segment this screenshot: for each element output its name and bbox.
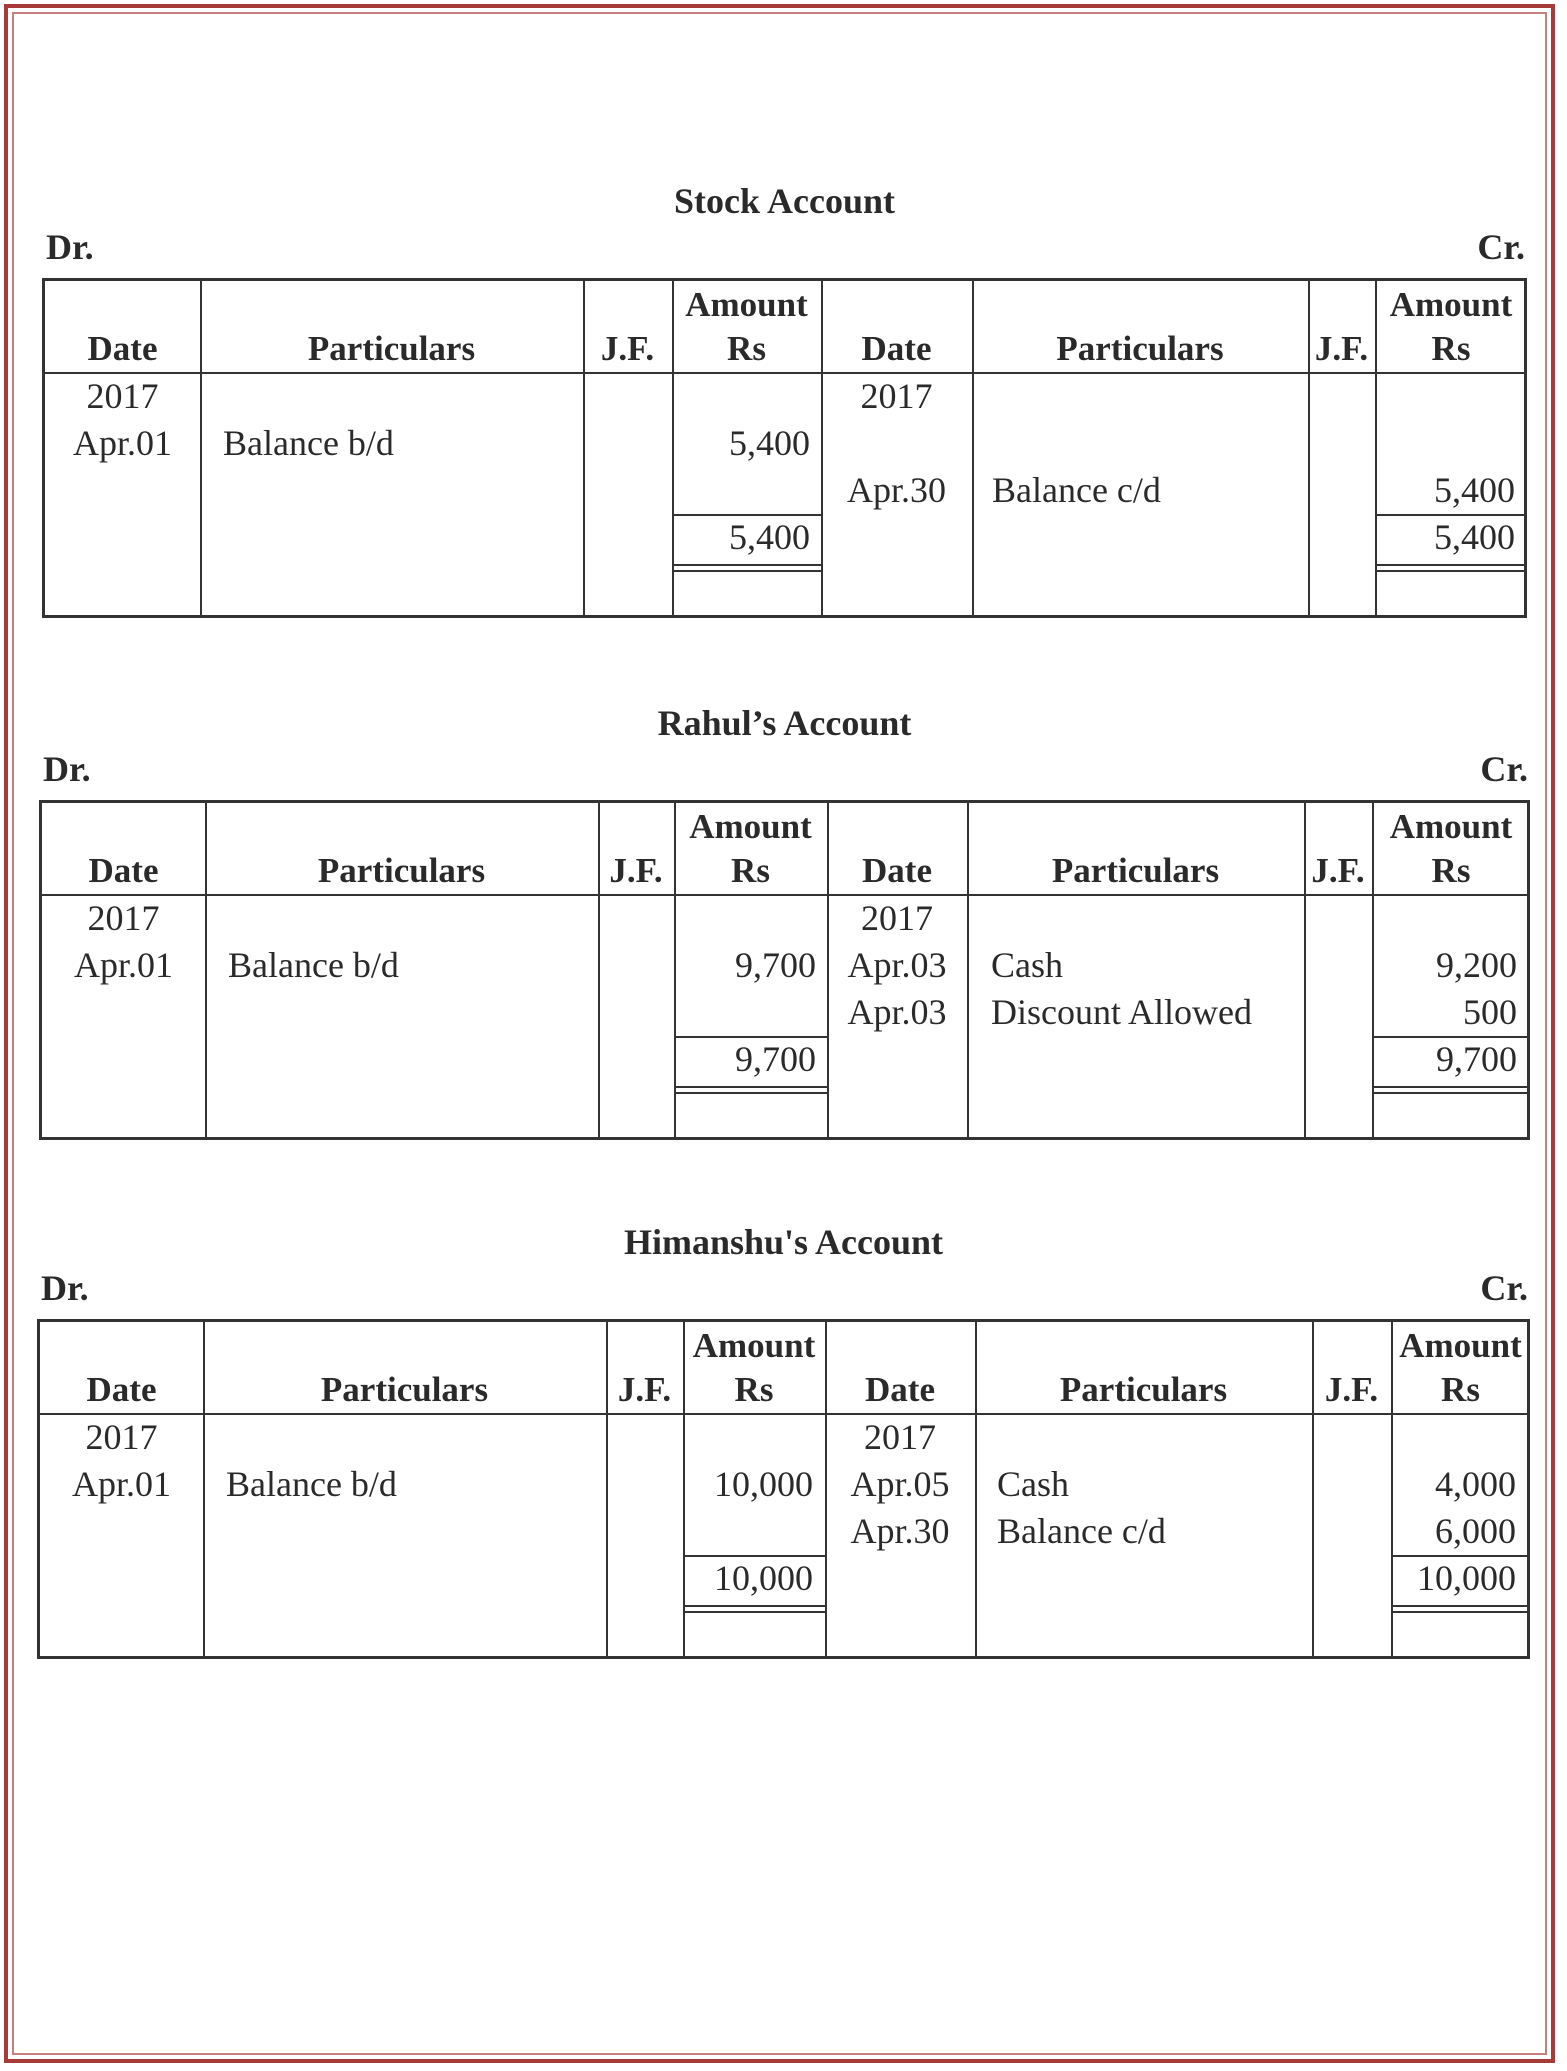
- total-rule-bottom: [683, 1605, 825, 1607]
- dr-particulars-header: Particulars: [317, 851, 486, 890]
- cr-date-header: Date: [861, 329, 932, 368]
- dr-particulars: Balance b/d: [223, 423, 394, 463]
- dr-jf-header: J.F.: [617, 1370, 672, 1409]
- dr-jf-header: J.F.: [600, 329, 655, 368]
- cr-rs-header: Rs: [1431, 329, 1471, 368]
- ledger-table: [42, 278, 1527, 618]
- dr-rs-header: Rs: [734, 1370, 774, 1409]
- cr-amount-header: Amount: [1399, 1326, 1522, 1365]
- dr-date: Apr.01: [74, 945, 173, 985]
- cr-amount: 4,000: [1435, 1464, 1516, 1504]
- cr-total: 10,000: [1417, 1558, 1516, 1598]
- dr-year: 2017: [87, 898, 160, 938]
- dr-total: 9,700: [735, 1039, 816, 1079]
- cr-date: Apr.30: [850, 1511, 950, 1551]
- total-rule-bottom: [1391, 1611, 1530, 1613]
- dr-particulars: Balance b/d: [226, 1464, 397, 1504]
- dr-date-header: Date: [87, 329, 158, 368]
- cr-particulars: Cash: [997, 1464, 1069, 1504]
- cr-total: 5,400: [1434, 517, 1515, 557]
- ledger-table: [37, 1319, 1530, 1659]
- cr-date: Apr.03: [847, 945, 947, 985]
- dr-total: 10,000: [714, 1558, 813, 1598]
- cr-jf-header: J.F.: [1324, 1370, 1379, 1409]
- total-rule-bottom: [1375, 570, 1527, 572]
- cr-particulars: Balance c/d: [997, 1511, 1166, 1551]
- dr-particulars-header: Particulars: [320, 1370, 489, 1409]
- cr-year: 2017: [861, 898, 933, 938]
- cr-particulars: Discount Allowed: [991, 992, 1252, 1032]
- credit-label: Cr.: [1480, 1268, 1528, 1308]
- debit-label: Dr.: [41, 1268, 89, 1308]
- account-title: Rahul’s Account: [657, 703, 912, 743]
- dr-amount-header: Amount: [692, 1326, 816, 1365]
- cr-particulars-header: Particulars: [1051, 851, 1220, 890]
- total-rule-bottom: [674, 1086, 827, 1088]
- dr-amount: 9,700: [735, 945, 816, 985]
- dr-date: Apr.01: [73, 423, 172, 463]
- header-rule: [42, 894, 1527, 896]
- account-title: Himanshu's Account: [623, 1222, 944, 1262]
- cr-amount-header: Amount: [1389, 285, 1513, 324]
- cr-amount: 6,000: [1435, 1511, 1516, 1551]
- cr-year: 2017: [864, 1417, 936, 1457]
- dr-date-header: Date: [88, 851, 159, 890]
- dr-amount: 5,400: [729, 423, 810, 463]
- cr-date-header: Date: [862, 851, 932, 890]
- total-rule-bottom: [1372, 1092, 1530, 1094]
- cr-amount-header: Amount: [1389, 807, 1513, 846]
- cr-jf-header: J.F.: [1314, 329, 1369, 368]
- dr-year: 2017: [86, 376, 159, 416]
- dr-amount-header: Amount: [689, 807, 812, 846]
- dr-date: Apr.01: [72, 1464, 171, 1504]
- dr-total: 5,400: [729, 517, 810, 557]
- credit-label: Cr.: [1477, 227, 1525, 267]
- dr-rs-header: Rs: [727, 329, 766, 368]
- debit-label: Dr.: [43, 749, 91, 789]
- cr-jf-header: J.F.: [1311, 851, 1365, 890]
- dr-amount: 10,000: [714, 1464, 813, 1504]
- total-rule-bottom: [683, 1611, 825, 1613]
- account-title: Stock Account: [673, 181, 895, 221]
- dr-rs-header: Rs: [731, 851, 770, 890]
- dr-particulars-header: Particulars: [307, 329, 476, 368]
- dr-date-header: Date: [86, 1370, 157, 1409]
- cr-total: 9,700: [1436, 1039, 1517, 1079]
- cr-particulars: Cash: [991, 945, 1063, 985]
- dr-year: 2017: [85, 1417, 158, 1457]
- himanshu-account: [37, 1221, 1530, 1661]
- dr-amount-header: Amount: [685, 285, 808, 324]
- cr-particulars: Balance c/d: [992, 470, 1161, 510]
- credit-label: Cr.: [1480, 749, 1528, 789]
- header-rule: [40, 1413, 1527, 1415]
- total-rule-bottom: [1372, 1086, 1530, 1088]
- cr-particulars-header: Particulars: [1056, 329, 1224, 368]
- cr-date: Apr.30: [847, 470, 946, 510]
- total-rule-bottom: [1391, 1605, 1530, 1607]
- total-rule-bottom: [672, 570, 821, 572]
- dr-jf-header: J.F.: [609, 851, 663, 890]
- total-rule-bottom: [674, 1092, 827, 1094]
- cr-rs-header: Rs: [1431, 851, 1471, 890]
- dr-particulars: Balance b/d: [228, 945, 399, 985]
- ledger-table: [39, 800, 1530, 1140]
- header-rule: [45, 372, 1524, 374]
- rahul-account: [39, 702, 1530, 1142]
- total-rule-bottom: [1375, 564, 1527, 566]
- stock-account: [42, 180, 1527, 620]
- cr-particulars-header: Particulars: [1059, 1370, 1228, 1409]
- cr-amount: 5,400: [1434, 470, 1515, 510]
- cr-year: 2017: [860, 376, 933, 416]
- total-rule-bottom: [672, 564, 821, 566]
- cr-amount: 500: [1463, 992, 1517, 1032]
- cr-amount: 9,200: [1436, 945, 1517, 985]
- debit-label: Dr.: [46, 227, 94, 267]
- cr-date: Apr.05: [850, 1464, 950, 1504]
- cr-date: Apr.03: [847, 992, 947, 1032]
- cr-date-header: Date: [865, 1370, 935, 1409]
- cr-rs-header: Rs: [1441, 1370, 1480, 1409]
